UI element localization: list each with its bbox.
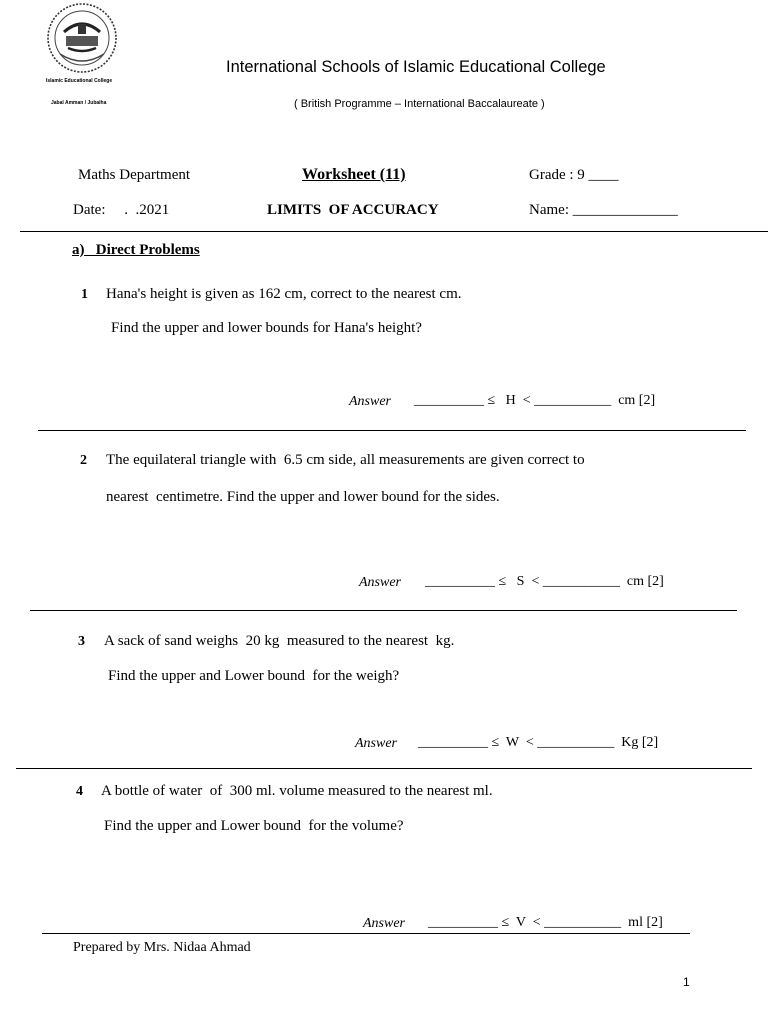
topic-title: LIMITS OF ACCURACY [267,202,439,218]
footer-divider [42,933,690,934]
answer-blank: __________ ≤ H < ___________ cm [2] [414,393,656,408]
department-label: Maths Department [78,167,191,183]
answer-blank: __________ ≤ S < ___________ cm [2] [425,574,664,589]
question-text: A sack of sand weighs 20 kg measured to the nearest kg. [104,633,455,649]
question-text: Find the upper and lower bounds for Hana's height? [111,320,422,336]
answer-label: Answer [363,916,405,931]
answer-label: Answer [359,575,401,590]
question-divider [16,768,752,769]
question-text: Find the upper and Lower bound for the weigh? [108,668,400,684]
header-divider [20,231,768,232]
question-text: The equilateral triangle with 6.5 cm side, all measurements are given correct to [106,452,585,468]
logo-caption-location: Jabal Amman / Jubaiha [51,100,107,106]
page-number: 1 [683,975,690,989]
answer-blank: __________ ≤ V < ___________ ml [2] [428,915,663,930]
answer-blank: __________ ≤ W < ___________ Kg [2] [418,735,659,750]
date-field: Date: . .2021 [73,202,170,218]
question-text: A bottle of water of 300 ml. volume measured to the nearest ml. [101,783,493,799]
answer-label: Answer [355,736,397,751]
grade-field: Grade : 9 ____ [529,167,619,183]
question-text: Find the upper and Lower bound for the volume? [104,818,404,834]
question-divider [38,430,746,431]
question-number: 2 [80,453,87,468]
question-text: Hana's height is given as 162 cm, correct to the nearest cm. [106,286,462,302]
programme-subtitle: ( British Programme – International Baccalaureate ) [294,98,545,110]
worksheet-title: Worksheet (11) [302,166,406,183]
school-name: International Schools of Islamic Educational College [226,58,606,76]
logo-caption-college: Islamic Educational College [46,78,113,84]
question-number: 4 [76,784,83,799]
name-field: Name: ______________ [529,202,678,218]
prepared-by: Prepared by Mrs. Nidaa Ahmad [73,940,251,955]
question-text: nearest centimetre. Find the upper and lower bound for the sides. [106,489,500,505]
question-divider [30,610,737,611]
section-title: a) Direct Problems [72,242,200,258]
answer-label: Answer [349,394,391,409]
college-logo-icon [44,2,120,74]
question-number: 3 [78,634,85,649]
question-number: 1 [81,287,88,302]
